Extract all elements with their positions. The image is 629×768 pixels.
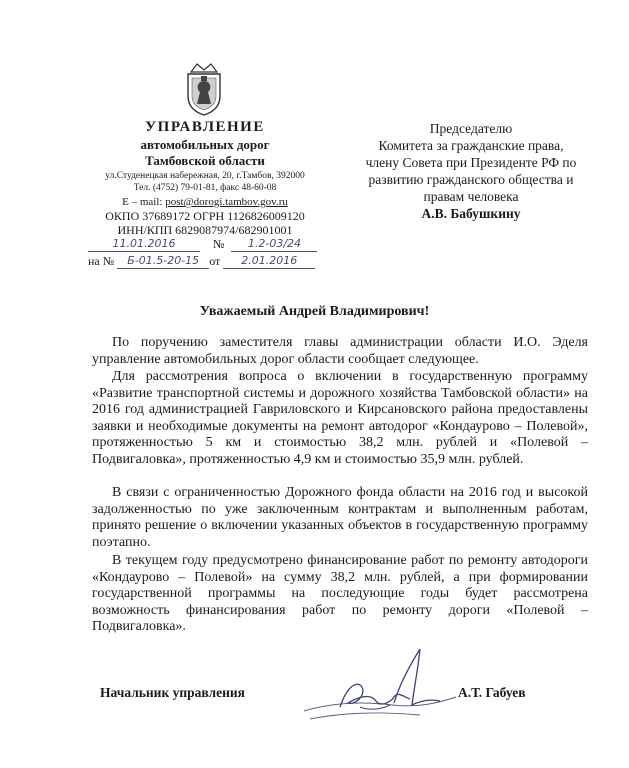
- outgoing-number: 1.2-03/24: [231, 237, 317, 252]
- outgoing-registration: [88, 237, 317, 252]
- paragraph-4: В текущем году предусмотрено финансирование работ по ремонту автодороги «Кондаурово – Полевой» на сумму 38,2 млн. рублей, а при формировании государственной программы на последующие годы будет рассмотрена возможность финансирования работ по ремонту дороги «Полевой – Подвигаловка».: [92, 553, 588, 635]
- number-label: №: [213, 237, 225, 251]
- addressee-line: развитию гражданского общества и: [368, 172, 574, 187]
- paragraph-1: По поручению заместителя главы администрации области И.О. Эделя управление автомобильных дорог области сообщает следующее.: [92, 335, 588, 367]
- paragraph-2: Для рассмотрения вопроса о включении в государственную программу «Развитие транспортной системы и дорожного хозяйства Тамбовской области» на 2016 год администрацией Гавриловского и Кирсановского района предоставлены заявки и необходимые документы на ремонт автодорог «Кондаурово – Полевой», протяженностью 5 км и стоимостью 38,2 млн. рублей и «Полевой –Подвигаловка», протяженностью 4,9 км и стоимостью 35,9 млн. рублей.: [92, 369, 588, 467]
- ref-number: Б-01.5-20-15: [117, 254, 209, 269]
- outgoing-date: 11.01.2016: [88, 237, 200, 252]
- ot-label: от: [209, 254, 221, 268]
- org-dept: автомобильных дорог: [140, 137, 270, 152]
- addressee-line: члену Совета при Президенте РФ по: [365, 155, 577, 170]
- org-okpo: ОКПО 37689172 ОГРН 1126826009120: [105, 209, 305, 223]
- org-name: УПРАВЛЕНИЕ: [145, 119, 265, 135]
- ref-label: на №: [88, 254, 115, 268]
- org-email: [92, 196, 318, 208]
- email-label: E – mail:: [122, 196, 166, 208]
- paragraph-3: В связи с ограниченностью Дорожного фонда области на 2016 год и высокой задолженностью по уже заключенным контрактам и выполненным работам, принято решение о включении указанных объектов в государственную программу поэтапно.: [92, 485, 588, 550]
- addressee-line: Председателю: [429, 121, 513, 136]
- addressee-line: Комитета за гражданские права,: [378, 138, 564, 153]
- org-inn: ИНН/КПП 6829087974/682901001: [117, 223, 293, 237]
- org-address: ул.Студенецкая набережная, 20, г.Тамбов, 392000: [105, 171, 305, 181]
- greeting: Уважаемый Андрей Владимирович!: [199, 304, 430, 319]
- signatory-name: А.Т. Габуев: [458, 685, 526, 700]
- coat-of-arms-icon: [183, 62, 225, 116]
- signatory-title: Начальник управления: [100, 685, 245, 700]
- org-region: Тамбовской области: [145, 153, 265, 168]
- handwritten-signature-icon: [300, 645, 460, 730]
- ref-date: 2.01.2016: [223, 254, 315, 269]
- org-phone: Тел. (4752) 79-01-81, факс 48-60-08: [133, 183, 277, 193]
- email-link[interactable]: post@dorogi.tambov.gov.ru: [165, 196, 288, 208]
- incoming-reference: [88, 254, 315, 269]
- addressee-line: правам человека: [423, 189, 519, 204]
- addressee-name: А.В. Бабушкину: [421, 206, 521, 221]
